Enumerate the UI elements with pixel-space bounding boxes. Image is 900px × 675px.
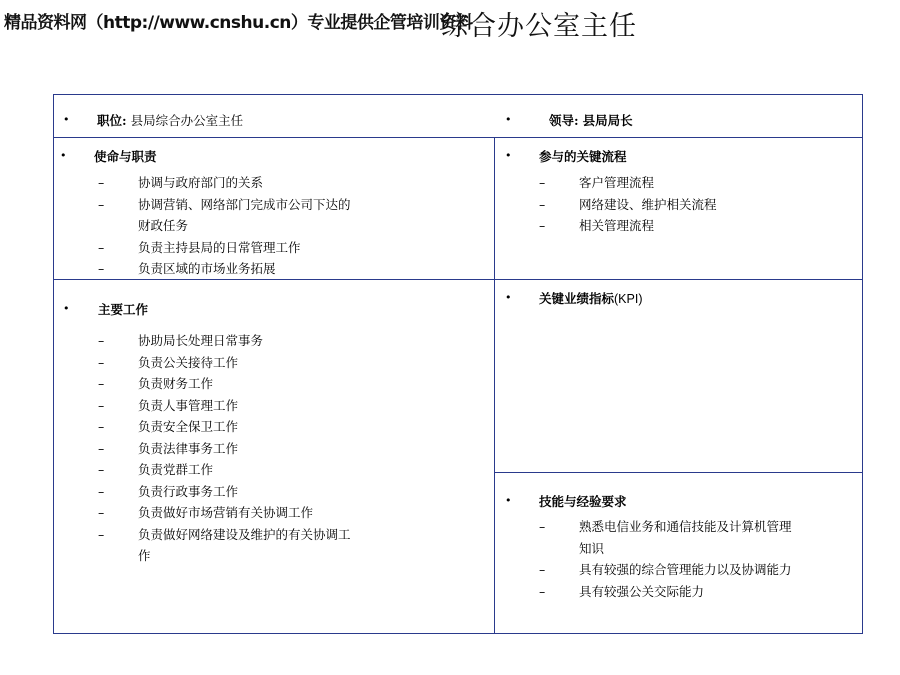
list-item-text: 负责区域的市场业务拓展 — [138, 261, 276, 276]
list-item — [98, 373, 353, 395]
main-work-list — [98, 330, 353, 567]
list-item-text: 客户管理流程 — [579, 175, 655, 190]
watermark-text: 精品资料网（http://www.cnshu.cn）专业提供企管培训资料 — [4, 13, 473, 33]
list-item — [98, 502, 353, 524]
dash-icon: – — [539, 562, 546, 577]
list-item — [98, 352, 353, 374]
list-item-text: 协调与政府部门的关系 — [138, 175, 264, 190]
dash-icon: – — [98, 175, 105, 190]
mission-list — [98, 172, 353, 280]
list-item — [539, 516, 794, 559]
dash-icon: – — [98, 261, 105, 276]
list-item-text: 熟悉电信业务和通信技能及计算机管理知识 — [579, 519, 792, 556]
list-item-text: 具有较强公关交际能力 — [579, 583, 705, 599]
dash-icon: – — [98, 483, 105, 499]
list-item — [98, 395, 353, 417]
list-item-text: 协助局长处理日常事务 — [138, 333, 264, 348]
list-item — [98, 258, 353, 280]
right-row-divider — [494, 472, 863, 473]
list-item — [539, 215, 839, 237]
bullet-icon: • — [505, 113, 512, 126]
skills-list — [539, 516, 794, 602]
dash-icon: – — [98, 376, 105, 391]
list-item — [98, 194, 353, 237]
list-item-text: 负责公关接待工作 — [138, 354, 239, 370]
page-title: 综合办公室主任 — [441, 11, 637, 42]
list-item-text: 协调营销、网络部门完成市公司下达的财政任务 — [138, 196, 351, 233]
position-label: 职位: — [97, 113, 127, 128]
dash-icon: – — [98, 354, 105, 370]
kpi-heading-text: 关键业绩指标 — [539, 291, 615, 306]
bullet-icon: • — [505, 494, 512, 507]
dash-icon: – — [98, 333, 105, 348]
mission-heading: 使命与职责 — [94, 149, 157, 164]
list-item-text: 具有较强的综合管理能力以及协调能力 — [579, 562, 792, 577]
list-item — [98, 481, 353, 503]
list-item — [539, 559, 794, 581]
list-item — [98, 459, 353, 481]
position-value: 县局综合办公室主任 — [130, 113, 244, 128]
leader-value: 县局局长 — [582, 113, 633, 128]
skills-heading: 技能与经验要求 — [539, 494, 627, 509]
list-item — [98, 237, 353, 259]
list-item — [98, 438, 353, 460]
dash-icon: – — [98, 440, 105, 456]
kpi-heading — [539, 288, 643, 311]
dash-icon: – — [539, 218, 546, 233]
list-item — [98, 524, 353, 567]
list-item-text: 相关管理流程 — [579, 218, 655, 233]
list-item — [539, 581, 794, 603]
dash-icon: – — [539, 196, 546, 212]
list-item — [98, 172, 353, 194]
bullet-icon: • — [505, 291, 512, 304]
dash-icon: – — [98, 239, 105, 255]
column-divider — [494, 137, 495, 634]
list-item-text: 负责财务工作 — [138, 376, 214, 391]
dash-icon: – — [539, 519, 546, 534]
list-item-text: 负责做好网络建设及维护的有关协调工作 — [138, 526, 351, 563]
list-item-text: 负责做好市场营销有关协调工作 — [138, 505, 314, 520]
bullet-icon: • — [63, 302, 70, 315]
dash-icon: – — [539, 175, 546, 190]
list-item-text: 负责安全保卫工作 — [138, 419, 239, 434]
list-item-text: 负责法律事务工作 — [138, 440, 239, 456]
row-divider-1 — [53, 137, 863, 138]
kpi-suffix: (KPI) — [614, 292, 643, 306]
list-item-text: 网络建设、维护相关流程 — [579, 196, 717, 212]
bullet-icon: • — [63, 113, 70, 126]
list-item — [539, 194, 839, 216]
list-item — [98, 330, 353, 352]
list-item-text: 负责主持县局的日常管理工作 — [138, 239, 301, 255]
list-item — [539, 172, 839, 194]
main-work-heading: 主要工作 — [98, 302, 149, 317]
list-item-text: 负责行政事务工作 — [138, 483, 239, 499]
dash-icon: – — [98, 419, 105, 434]
bullet-icon: • — [505, 149, 512, 162]
list-item — [98, 416, 353, 438]
leader-label: 领导: — [549, 113, 579, 128]
leader-cell — [549, 110, 633, 132]
dash-icon: – — [98, 505, 105, 520]
processes-list — [539, 172, 839, 237]
dash-icon: – — [98, 462, 105, 477]
dash-icon: – — [98, 526, 105, 542]
position-cell — [97, 110, 243, 132]
list-item-text: 负责人事管理工作 — [138, 397, 239, 413]
bullet-icon: • — [60, 149, 67, 162]
list-item-text: 负责党群工作 — [138, 462, 214, 477]
dash-icon: – — [98, 397, 105, 413]
processes-heading: 参与的关键流程 — [539, 149, 627, 164]
dash-icon: – — [539, 583, 546, 599]
dash-icon: – — [98, 196, 105, 212]
